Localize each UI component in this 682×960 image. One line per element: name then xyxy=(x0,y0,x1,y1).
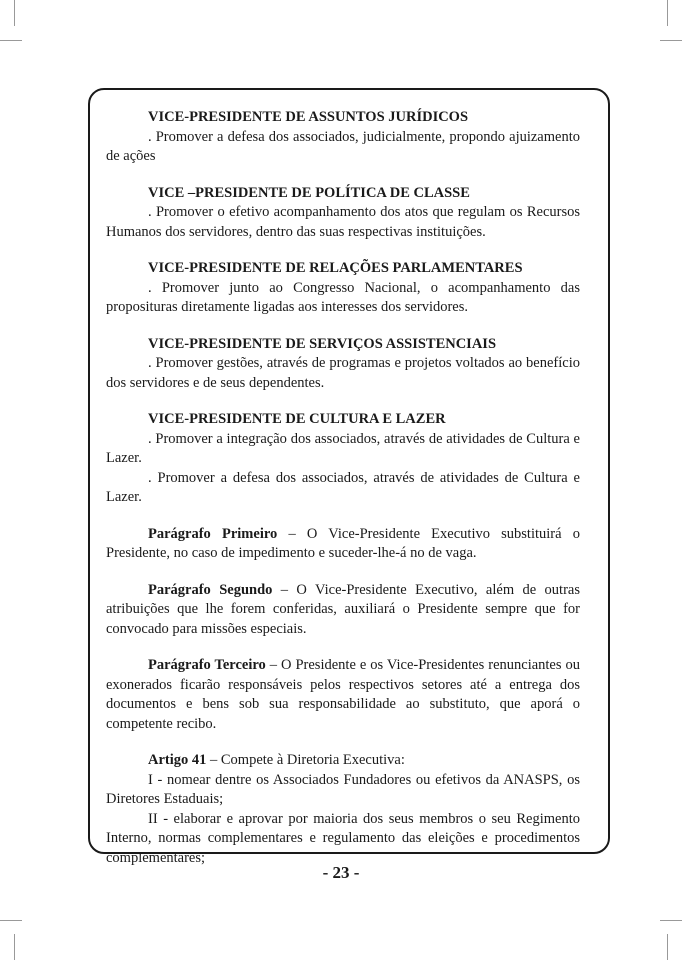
section-item: . Promover o efetivo acompanhamento dos atos que regulam os Recursos Humanos dos servidores, dentro das suas respectivas instituições. xyxy=(106,204,580,240)
paragraph-text xyxy=(106,525,580,564)
paragraph-body: – O Vice-Presidente Executivo substituirá o Presidente, no caso de impedimento e suceder-lhe-á no de vaga. xyxy=(106,525,580,561)
section-item: . Promover gestões, através de programas e projetos voltados ao benefício dos servidores e de seus dependentes. xyxy=(106,355,580,391)
crop-mark xyxy=(667,934,668,960)
section-item: . Promover junto ao Congresso Nacional, o acompanhamento das proposituras diretamente ligadas aos interesses dos servidores. xyxy=(106,279,580,315)
crop-mark xyxy=(667,0,668,26)
crop-mark xyxy=(14,0,15,26)
article-item: I - nomear dentre os Associados Fundadores ou efetivos da ANASPS, os Diretores Estaduais; xyxy=(106,771,580,807)
article-intro: – Compete à Diretoria Executiva: xyxy=(206,752,405,768)
crop-mark xyxy=(660,40,682,41)
article-label: Artigo 41 xyxy=(148,752,207,768)
section-juridicos xyxy=(106,108,580,167)
crop-mark xyxy=(0,920,22,921)
paragrafo-terceiro xyxy=(106,656,580,734)
paragraph-label: Parágrafo Terceiro xyxy=(148,657,266,673)
paragrafo-primeiro xyxy=(106,525,580,564)
section-title: VICE-PRESIDENTE DE RELAÇÕES PARLAMENTARES xyxy=(148,260,523,276)
section-title: VICE-PRESIDENTE DE CULTURA E LAZER xyxy=(148,411,446,427)
paragraph-text xyxy=(106,581,580,640)
section-item: . Promover a defesa dos associados, judicialmente, propondo ajuizamento de ações xyxy=(106,128,580,164)
article-heading xyxy=(106,751,580,771)
section-title: VICE-PRESIDENTE DE ASSUNTOS JURÍDICOS xyxy=(148,109,469,125)
section-item: . Promover a defesa dos associados, através de atividades de Cultura e Lazer. xyxy=(106,469,580,505)
section-relacoes-parlamentares xyxy=(106,259,580,318)
paragraph-text xyxy=(106,656,580,734)
section-title: VICE-PRESIDENTE DE SERVIÇOS ASSISTENCIAIS xyxy=(148,335,497,352)
section-servicos-assistenciais xyxy=(106,335,580,394)
document-body xyxy=(106,108,580,868)
crop-mark xyxy=(14,934,15,960)
paragraph-body: – O Vice-Presidente Executivo, além de outras atribuições que lhe forem conferidas, auxiliará o Presidente sempre que for convocado para missões especiais. xyxy=(106,581,580,637)
paragrafo-segundo xyxy=(106,581,580,640)
artigo-41 xyxy=(106,751,580,868)
paragraph-label: Parágrafo Primeiro xyxy=(148,525,278,542)
section-cultura-lazer xyxy=(106,410,580,508)
crop-mark xyxy=(0,40,22,41)
crop-mark xyxy=(660,920,682,921)
section-politica-classe xyxy=(106,184,580,243)
paragraph-label: Parágrafo Segundo xyxy=(148,581,273,598)
section-item: . Promover a integração dos associados, através de atividades de Cultura e Lazer. xyxy=(106,430,580,466)
paragraph-body: – O Presidente e os Vice-Presidentes renunciantes ou exonerados ficarão responsáveis pelos respectivos setores até a entrega dos documentos e bens sob sua responsabilidade ao substituto, que aporá o competente recibo. xyxy=(106,657,580,732)
section-title: VICE –PRESIDENTE DE POLÍTICA DE CLASSE xyxy=(148,184,470,201)
page-number: - 23 - xyxy=(322,863,360,882)
article-item: II - elaborar e aprovar por maioria dos seus membros o seu Regimento Interno, normas complementares e regulamento das eleições e procedimentos complementares; xyxy=(106,810,580,866)
